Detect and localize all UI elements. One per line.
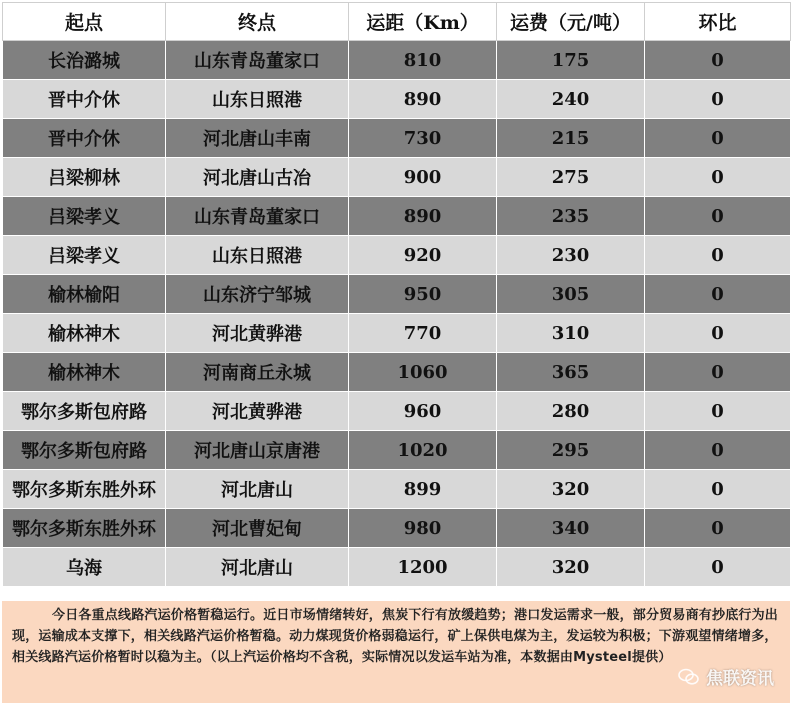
cell-mom-change: 0 [645,314,791,353]
table-header-row [3,3,791,41]
cell-freight-fee: 280 [497,392,645,431]
cell-distance: 770 [349,314,497,353]
cell-origin: 鄂尔多斯东胜外环 [3,470,166,509]
cell-freight-fee: 215 [497,119,645,158]
cell-destination: 河北唐山 [166,548,349,587]
cell-destination: 河南商丘永城 [166,353,349,392]
table-body [3,41,791,587]
table-row [3,314,791,353]
table-row [3,80,791,119]
freight-table-container [2,2,790,587]
cell-freight-fee: 175 [497,41,645,80]
watermark [678,664,774,689]
cell-mom-change: 0 [645,431,791,470]
table-row [3,509,791,548]
table-row [3,353,791,392]
table-row [3,119,791,158]
cell-mom-change: 0 [645,158,791,197]
cell-mom-change: 0 [645,236,791,275]
cell-freight-fee: 305 [497,275,645,314]
cell-distance: 899 [349,470,497,509]
cell-destination: 河北唐山 [166,470,349,509]
table-row [3,431,791,470]
cell-distance: 1060 [349,353,497,392]
cell-distance: 810 [349,41,497,80]
cell-mom-change: 0 [645,41,791,80]
cell-freight-fee: 295 [497,431,645,470]
header-distance: 运距（Km） [349,3,497,41]
cell-origin: 晋中介休 [3,119,166,158]
table-row [3,41,791,80]
cell-freight-fee: 320 [497,470,645,509]
table-row [3,275,791,314]
cell-mom-change: 0 [645,509,791,548]
wechat-logo-icon [678,668,700,686]
table-row [3,392,791,431]
cell-origin: 鄂尔多斯包府路 [3,431,166,470]
cell-destination: 山东日照港 [166,236,349,275]
cell-freight-fee: 275 [497,158,645,197]
cell-mom-change: 0 [645,80,791,119]
cell-freight-fee: 340 [497,509,645,548]
cell-mom-change: 0 [645,548,791,587]
cell-distance: 890 [349,197,497,236]
header-destination: 终点 [166,3,349,41]
freight-rate-table [2,2,791,587]
cell-mom-change: 0 [645,392,791,431]
cell-destination: 河北唐山古冶 [166,158,349,197]
cell-destination: 河北唐山丰南 [166,119,349,158]
cell-origin: 榆林榆阳 [3,275,166,314]
cell-mom-change: 0 [645,119,791,158]
header-origin: 起点 [3,3,166,41]
table-row [3,158,791,197]
table-row [3,470,791,509]
cell-distance: 730 [349,119,497,158]
cell-mom-change: 0 [645,275,791,314]
cell-mom-change: 0 [645,470,791,509]
cell-destination: 河北唐山京唐港 [166,431,349,470]
cell-origin: 鄂尔多斯东胜外环 [3,509,166,548]
cell-origin: 吕梁孝义 [3,197,166,236]
cell-freight-fee: 240 [497,80,645,119]
table-row [3,197,791,236]
cell-mom-change: 0 [645,353,791,392]
cell-origin: 吕梁孝义 [3,236,166,275]
cell-distance: 980 [349,509,497,548]
cell-destination: 河北曹妃甸 [166,509,349,548]
cell-freight-fee: 235 [497,197,645,236]
cell-distance: 1200 [349,548,497,587]
market-commentary-note: 今日各重点线路汽运价格暂稳运行。近日市场情绪转好，焦炭下行有放缓趋势；港口发运需求一般，部分贸易商有抄底行为出现，运输成本支撑下，相关线路汽运价格暂稳。动力煤现货价格弱稳运行，矿上保供电煤为主，发运较为积极；下游观望情绪增多，相关线路汽运价格暂时以稳为主。（以上汽运价格均不含税，实际情况以发运车站为准，本数据由Mysteel提供） [2,601,790,703]
cell-freight-fee: 320 [497,548,645,587]
header-freight-fee: 运费（元/吨） [497,3,645,41]
cell-origin: 长治潞城 [3,41,166,80]
cell-origin: 榆林神木 [3,314,166,353]
cell-distance: 920 [349,236,497,275]
watermark-text: 焦联资讯 [706,669,774,689]
cell-destination: 山东青岛董家口 [166,41,349,80]
cell-origin: 乌海 [3,548,166,587]
cell-origin: 晋中介休 [3,80,166,119]
cell-distance: 890 [349,80,497,119]
cell-freight-fee: 365 [497,353,645,392]
cell-destination: 山东青岛董家口 [166,197,349,236]
cell-destination: 山东日照港 [166,80,349,119]
cell-freight-fee: 230 [497,236,645,275]
cell-origin: 吕梁柳林 [3,158,166,197]
cell-destination: 河北黄骅港 [166,314,349,353]
cell-distance: 950 [349,275,497,314]
cell-distance: 1020 [349,431,497,470]
header-mom-change: 环比 [645,3,791,41]
cell-mom-change: 0 [645,197,791,236]
cell-origin: 榆林神木 [3,353,166,392]
cell-freight-fee: 310 [497,314,645,353]
cell-distance: 900 [349,158,497,197]
cell-destination: 河北黄骅港 [166,392,349,431]
cell-distance: 960 [349,392,497,431]
cell-origin: 鄂尔多斯包府路 [3,392,166,431]
table-row [3,236,791,275]
cell-destination: 山东济宁邹城 [166,275,349,314]
table-row [3,548,791,587]
